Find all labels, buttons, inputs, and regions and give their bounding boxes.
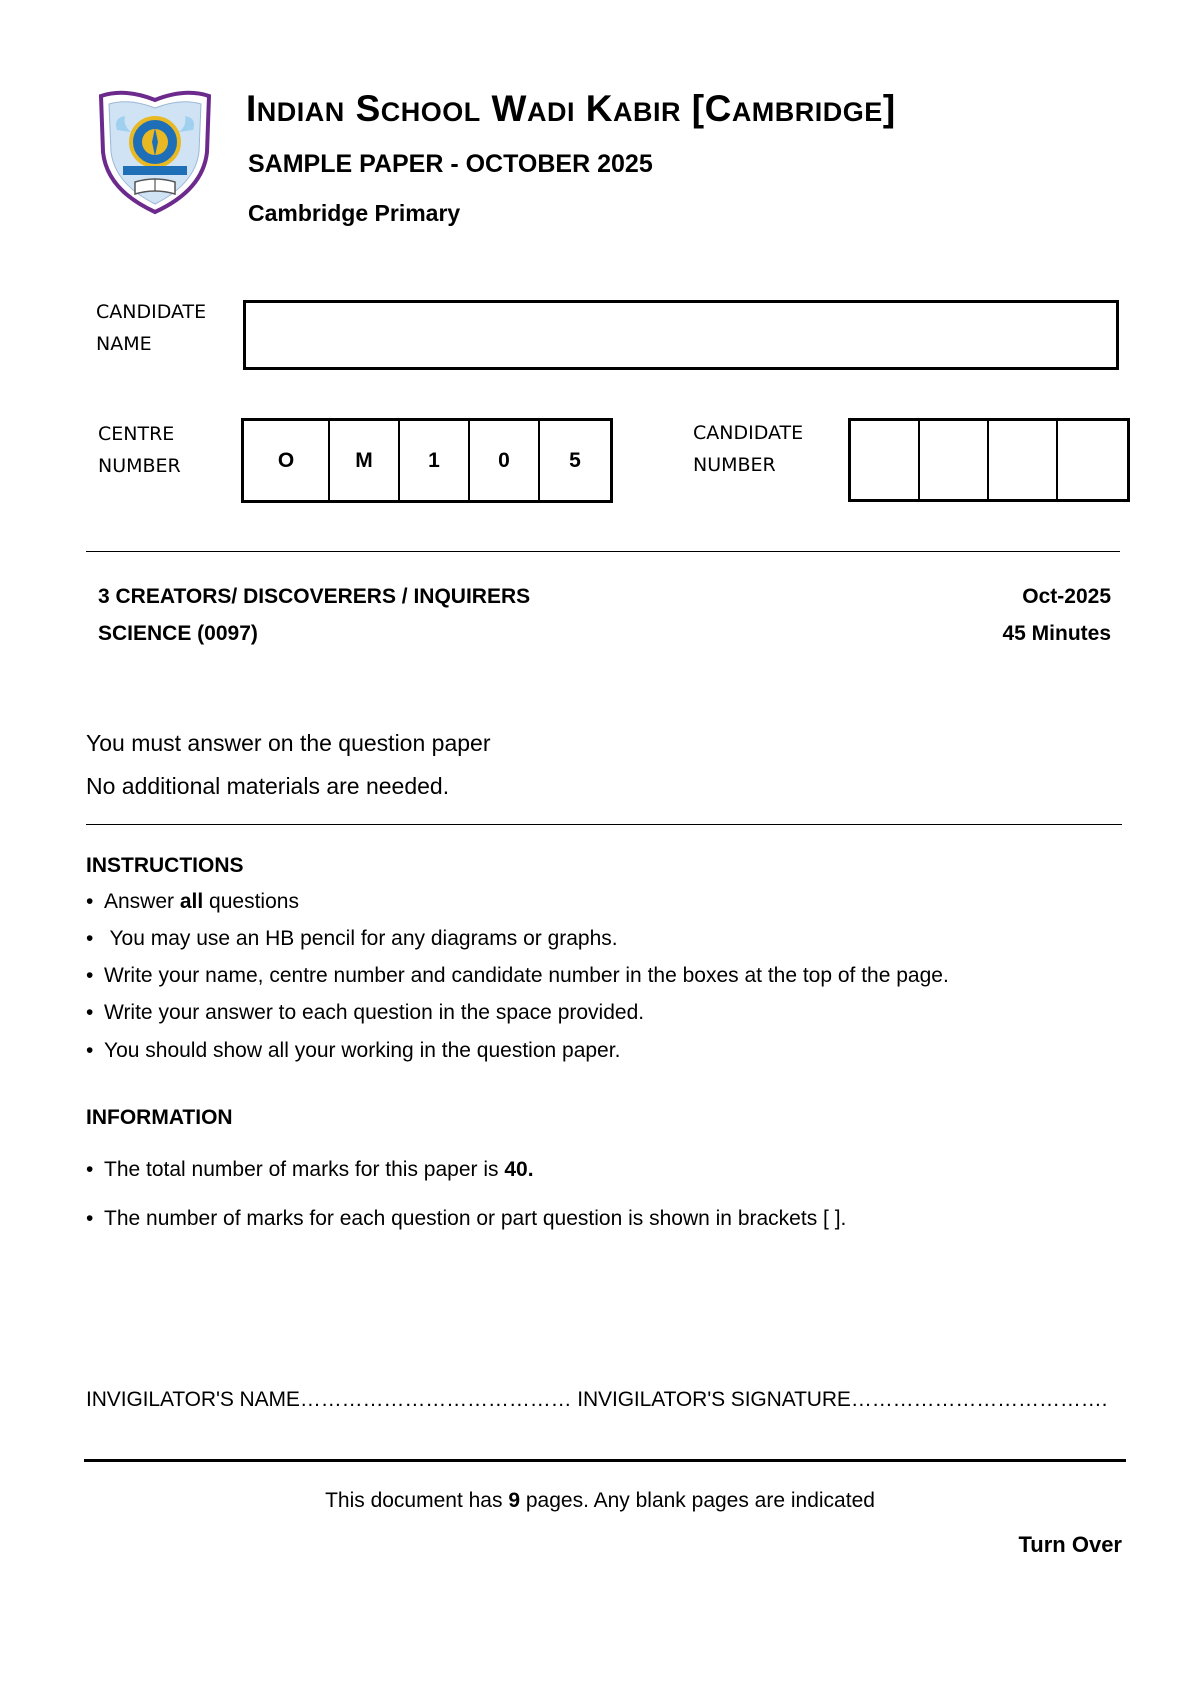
centre-number-digit: O — [244, 421, 330, 500]
class-name: 3 CREATORS/ DISCOVERERS / INQUIRERS — [98, 585, 531, 608]
centre-number-boxes — [241, 418, 613, 503]
school-qualifier: [CAMBRIDGE] — [691, 88, 896, 129]
bullet-icon: • — [86, 890, 94, 913]
candidate-number-digit-field[interactable] — [920, 421, 989, 499]
subject-name: SCIENCE (0097) — [98, 622, 258, 645]
instruction-item: • Write your name, centre number and candidate number in the boxes at the top of the page. — [86, 964, 949, 987]
footer-divider — [84, 1459, 1126, 1462]
candidate-name-label: CANDIDATE NAME — [96, 301, 207, 355]
turn-over-label: Turn Over — [1018, 1532, 1122, 1557]
instruction-item: • Answer all questions — [86, 890, 299, 913]
candidate-name-field[interactable] — [243, 300, 1119, 370]
centre-number-digit: 1 — [400, 421, 470, 500]
information-item: • The total number of marks for this paper is 40. — [86, 1158, 534, 1181]
candidate-number-digit-field[interactable] — [989, 421, 1058, 499]
centre-number-digit: 5 — [569, 448, 581, 472]
bullet-icon: • — [86, 964, 94, 987]
exam-date: Oct-2025 — [1022, 585, 1111, 608]
candidate-number-digit-field[interactable] — [851, 421, 920, 499]
school-name — [246, 88, 896, 130]
page-count-note: This document has 9 pages. Any blank pages are indicated — [325, 1489, 875, 1512]
candidate-number-label: CANDIDATE NUMBER — [693, 422, 804, 476]
candidate-number-boxes — [848, 418, 1130, 502]
invigilator-name-label: INVIGILATOR'S NAME — [86, 1388, 300, 1411]
bullet-icon: • — [86, 1039, 94, 1062]
school-crest-logo — [95, 90, 215, 216]
school-name-word-4: KABIR — [585, 88, 681, 129]
exam-duration: 45 Minutes — [1002, 622, 1111, 645]
bullet-icon: • — [86, 1001, 94, 1024]
school-name-word-2: SCHOOL — [355, 88, 481, 129]
materials-note: No additional materials are needed. — [86, 773, 450, 799]
programme-name: Cambridge Primary — [248, 200, 461, 226]
centre-number-label: CENTRE NUMBER — [98, 423, 181, 477]
information-item: • The number of marks for each question or part question is shown in brackets [ ]. — [86, 1207, 847, 1230]
centre-number-digit: 0 — [470, 421, 540, 500]
centre-number-digit: M — [330, 421, 400, 500]
answer-note: You must answer on the question paper — [86, 730, 491, 756]
invigilator-signature-label: INVIGILATOR'S SIGNATURE — [571, 1388, 851, 1411]
paper-subtitle: SAMPLE PAPER - OCTOBER 2025 — [248, 150, 653, 178]
invigilator-line — [86, 1388, 1107, 1412]
instructions-heading: INSTRUCTIONS — [86, 854, 244, 877]
instruction-item: • You may use an HB pencil for any diagrams or graphs. — [86, 927, 618, 950]
divider — [86, 551, 1120, 552]
invigilator-name-field[interactable]: ………………………………… — [299, 1388, 572, 1411]
candidate-number-digit-field[interactable] — [1058, 421, 1127, 499]
bullet-icon: • — [86, 1207, 94, 1230]
school-name-word-3: WADI — [491, 88, 575, 129]
information-heading: INFORMATION — [86, 1106, 233, 1129]
bullet-icon: • — [86, 1158, 94, 1181]
divider — [86, 824, 1122, 825]
instruction-item: • You should show all your working in the question paper. — [86, 1039, 621, 1062]
school-name-word-1: INDIAN — [246, 88, 345, 129]
bullet-icon: • — [86, 927, 94, 950]
invigilator-signature-field[interactable]: ………………………………. — [850, 1388, 1108, 1411]
instruction-item: • Write your answer to each question in the space provided. — [86, 1001, 645, 1024]
